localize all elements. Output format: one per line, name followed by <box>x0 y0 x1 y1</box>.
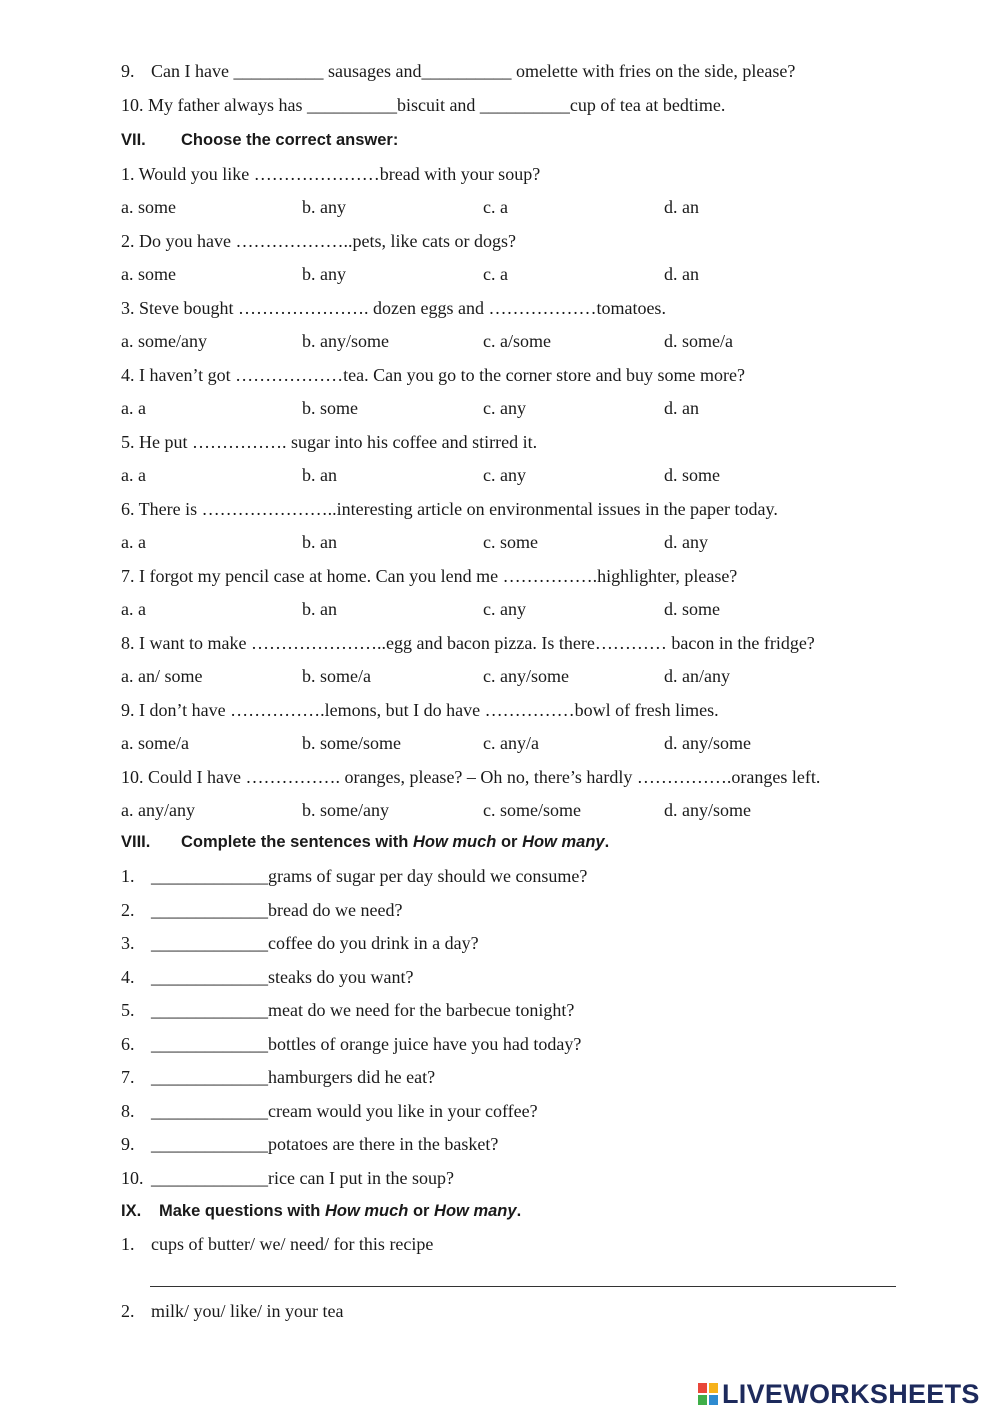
option-b[interactable]: b. any/some <box>302 331 389 351</box>
option-a[interactable]: a. a <box>121 465 146 485</box>
option-b[interactable]: b. some <box>302 398 358 418</box>
option-a[interactable]: a. a <box>121 532 146 552</box>
fill-in-item-6: 6. _____________bottles of orange juice have you had today? <box>121 1034 582 1054</box>
question-9-options <box>121 732 921 756</box>
question-10: 10. Could I have ……………. oranges, please? – Oh no, there’s hardly …………….oranges left. <box>121 767 821 787</box>
option-a[interactable]: a. some <box>121 264 176 284</box>
question-1-options <box>121 196 921 220</box>
question-4-options <box>121 397 921 421</box>
question-10-options <box>121 799 921 823</box>
question-3: 3. Steve bought …………………. dozen eggs and ………………tomatoes. <box>121 298 666 318</box>
question-4: 4. I haven’t got ………………tea. Can you go to the corner store and buy some more? <box>121 365 746 385</box>
question-5-options <box>121 464 921 488</box>
question-8: 8. I want to make …………………..egg and bacon pizza. Is there………… bacon in the fridge? <box>121 633 815 653</box>
option-c[interactable]: c. a <box>483 197 508 217</box>
question-3-options <box>121 330 921 354</box>
option-b[interactable]: b. an <box>302 532 337 552</box>
option-d[interactable]: d. an <box>664 264 699 284</box>
option-c[interactable]: c. a <box>483 264 508 284</box>
question-5: 5. He put ……………. sugar into his coffee and stirred it. <box>121 432 538 452</box>
section-ix-item-2: 2. milk/ you/ like/ in your tea <box>121 1301 344 1321</box>
exercise-line-9: 9. Can I have __________ sausages and__________ omelette with fries on the side, please? <box>121 61 796 81</box>
question-6: 6. There is …………………..interesting article on environmental issues in the paper today. <box>121 499 778 519</box>
option-a[interactable]: a. a <box>121 599 146 619</box>
liveworksheets-logo <box>697 1380 980 1408</box>
option-a[interactable]: a. some/a <box>121 733 189 753</box>
option-d[interactable]: d. any/some <box>664 733 751 753</box>
option-a[interactable]: a. an/ some <box>121 666 203 686</box>
option-a[interactable]: a. any/any <box>121 800 195 820</box>
option-b[interactable]: b. any <box>302 264 346 284</box>
question-7: 7. I forgot my pencil case at home. Can you lend me …………….highlighter, please? <box>121 566 738 586</box>
question-1: 1. Would you like …………………bread with your soup? <box>121 164 541 184</box>
option-d[interactable]: d. some <box>664 465 720 485</box>
option-d[interactable]: d. an <box>664 398 699 418</box>
option-c[interactable]: c. a/some <box>483 331 551 351</box>
option-b[interactable]: b. an <box>302 599 337 619</box>
option-c[interactable]: c. any <box>483 398 526 418</box>
fill-in-item-7: 7. _____________hamburgers did he eat? <box>121 1067 436 1087</box>
option-d[interactable]: d. an/any <box>664 666 730 686</box>
option-c[interactable]: c. some/some <box>483 800 581 820</box>
option-a[interactable]: a. some <box>121 197 176 217</box>
option-b[interactable]: b. some/any <box>302 800 389 820</box>
section-viii-heading: VIII. Complete the sentences with How much or How many. <box>121 833 610 851</box>
option-a[interactable]: a. some/any <box>121 331 207 351</box>
fill-in-item-10: 10. _____________rice can I put in the soup? <box>121 1168 454 1188</box>
option-d[interactable]: d. some/a <box>664 331 733 351</box>
fill-in-item-1: 1. _____________grams of sugar per day should we consume? <box>121 866 588 886</box>
section-ix-heading: IX. Make questions with How much or How many. <box>121 1202 522 1220</box>
option-c[interactable]: c. any/some <box>483 666 569 686</box>
question-2-options <box>121 263 921 287</box>
option-c[interactable]: c. any <box>483 465 526 485</box>
option-b[interactable]: b. an <box>302 465 337 485</box>
option-c[interactable]: c. some <box>483 532 538 552</box>
fill-in-item-9: 9. _____________potatoes are there in the basket? <box>121 1134 499 1154</box>
exercise-line-10: 10. My father always has __________biscuit and __________cup of tea at bedtime. <box>121 95 726 115</box>
option-c[interactable]: c. any/a <box>483 733 539 753</box>
option-b[interactable]: b. any <box>302 197 346 217</box>
option-c[interactable]: c. any <box>483 599 526 619</box>
fill-in-item-4: 4. _____________steaks do you want? <box>121 967 414 987</box>
option-d[interactable]: d. some <box>664 599 720 619</box>
fill-in-item-5: 5. _____________meat do we need for the barbecue tonight? <box>121 1000 575 1020</box>
fill-in-item-3: 3. _____________coffee do you drink in a day? <box>121 933 479 953</box>
option-d[interactable]: d. any/some <box>664 800 751 820</box>
question-7-options <box>121 598 921 622</box>
option-d[interactable]: d. any <box>664 532 708 552</box>
logo-icon <box>697 1382 719 1406</box>
question-9: 9. I don’t have …………….lemons, but I do have ……………bowl of fresh limes. <box>121 700 719 720</box>
fill-in-item-2: 2. _____________bread do we need? <box>121 900 403 920</box>
section-vii-heading: VII. Choose the correct answer: <box>121 131 399 149</box>
fill-in-item-8: 8. _____________cream would you like in your coffee? <box>121 1101 538 1121</box>
option-b[interactable]: b. some/a <box>302 666 371 686</box>
option-d[interactable]: d. an <box>664 197 699 217</box>
option-a[interactable]: a. a <box>121 398 146 418</box>
question-2: 2. Do you have ………………..pets, like cats or dogs? <box>121 231 516 251</box>
option-b[interactable]: b. some/some <box>302 733 401 753</box>
section-ix-item-1: 1. cups of butter/ we/ need/ for this recipe <box>121 1234 434 1254</box>
question-8-options <box>121 665 921 689</box>
logo-text: LIVEWORKSHEETS <box>722 1378 980 1409</box>
question-6-options <box>121 531 921 555</box>
answer-line-1[interactable] <box>150 1286 896 1287</box>
